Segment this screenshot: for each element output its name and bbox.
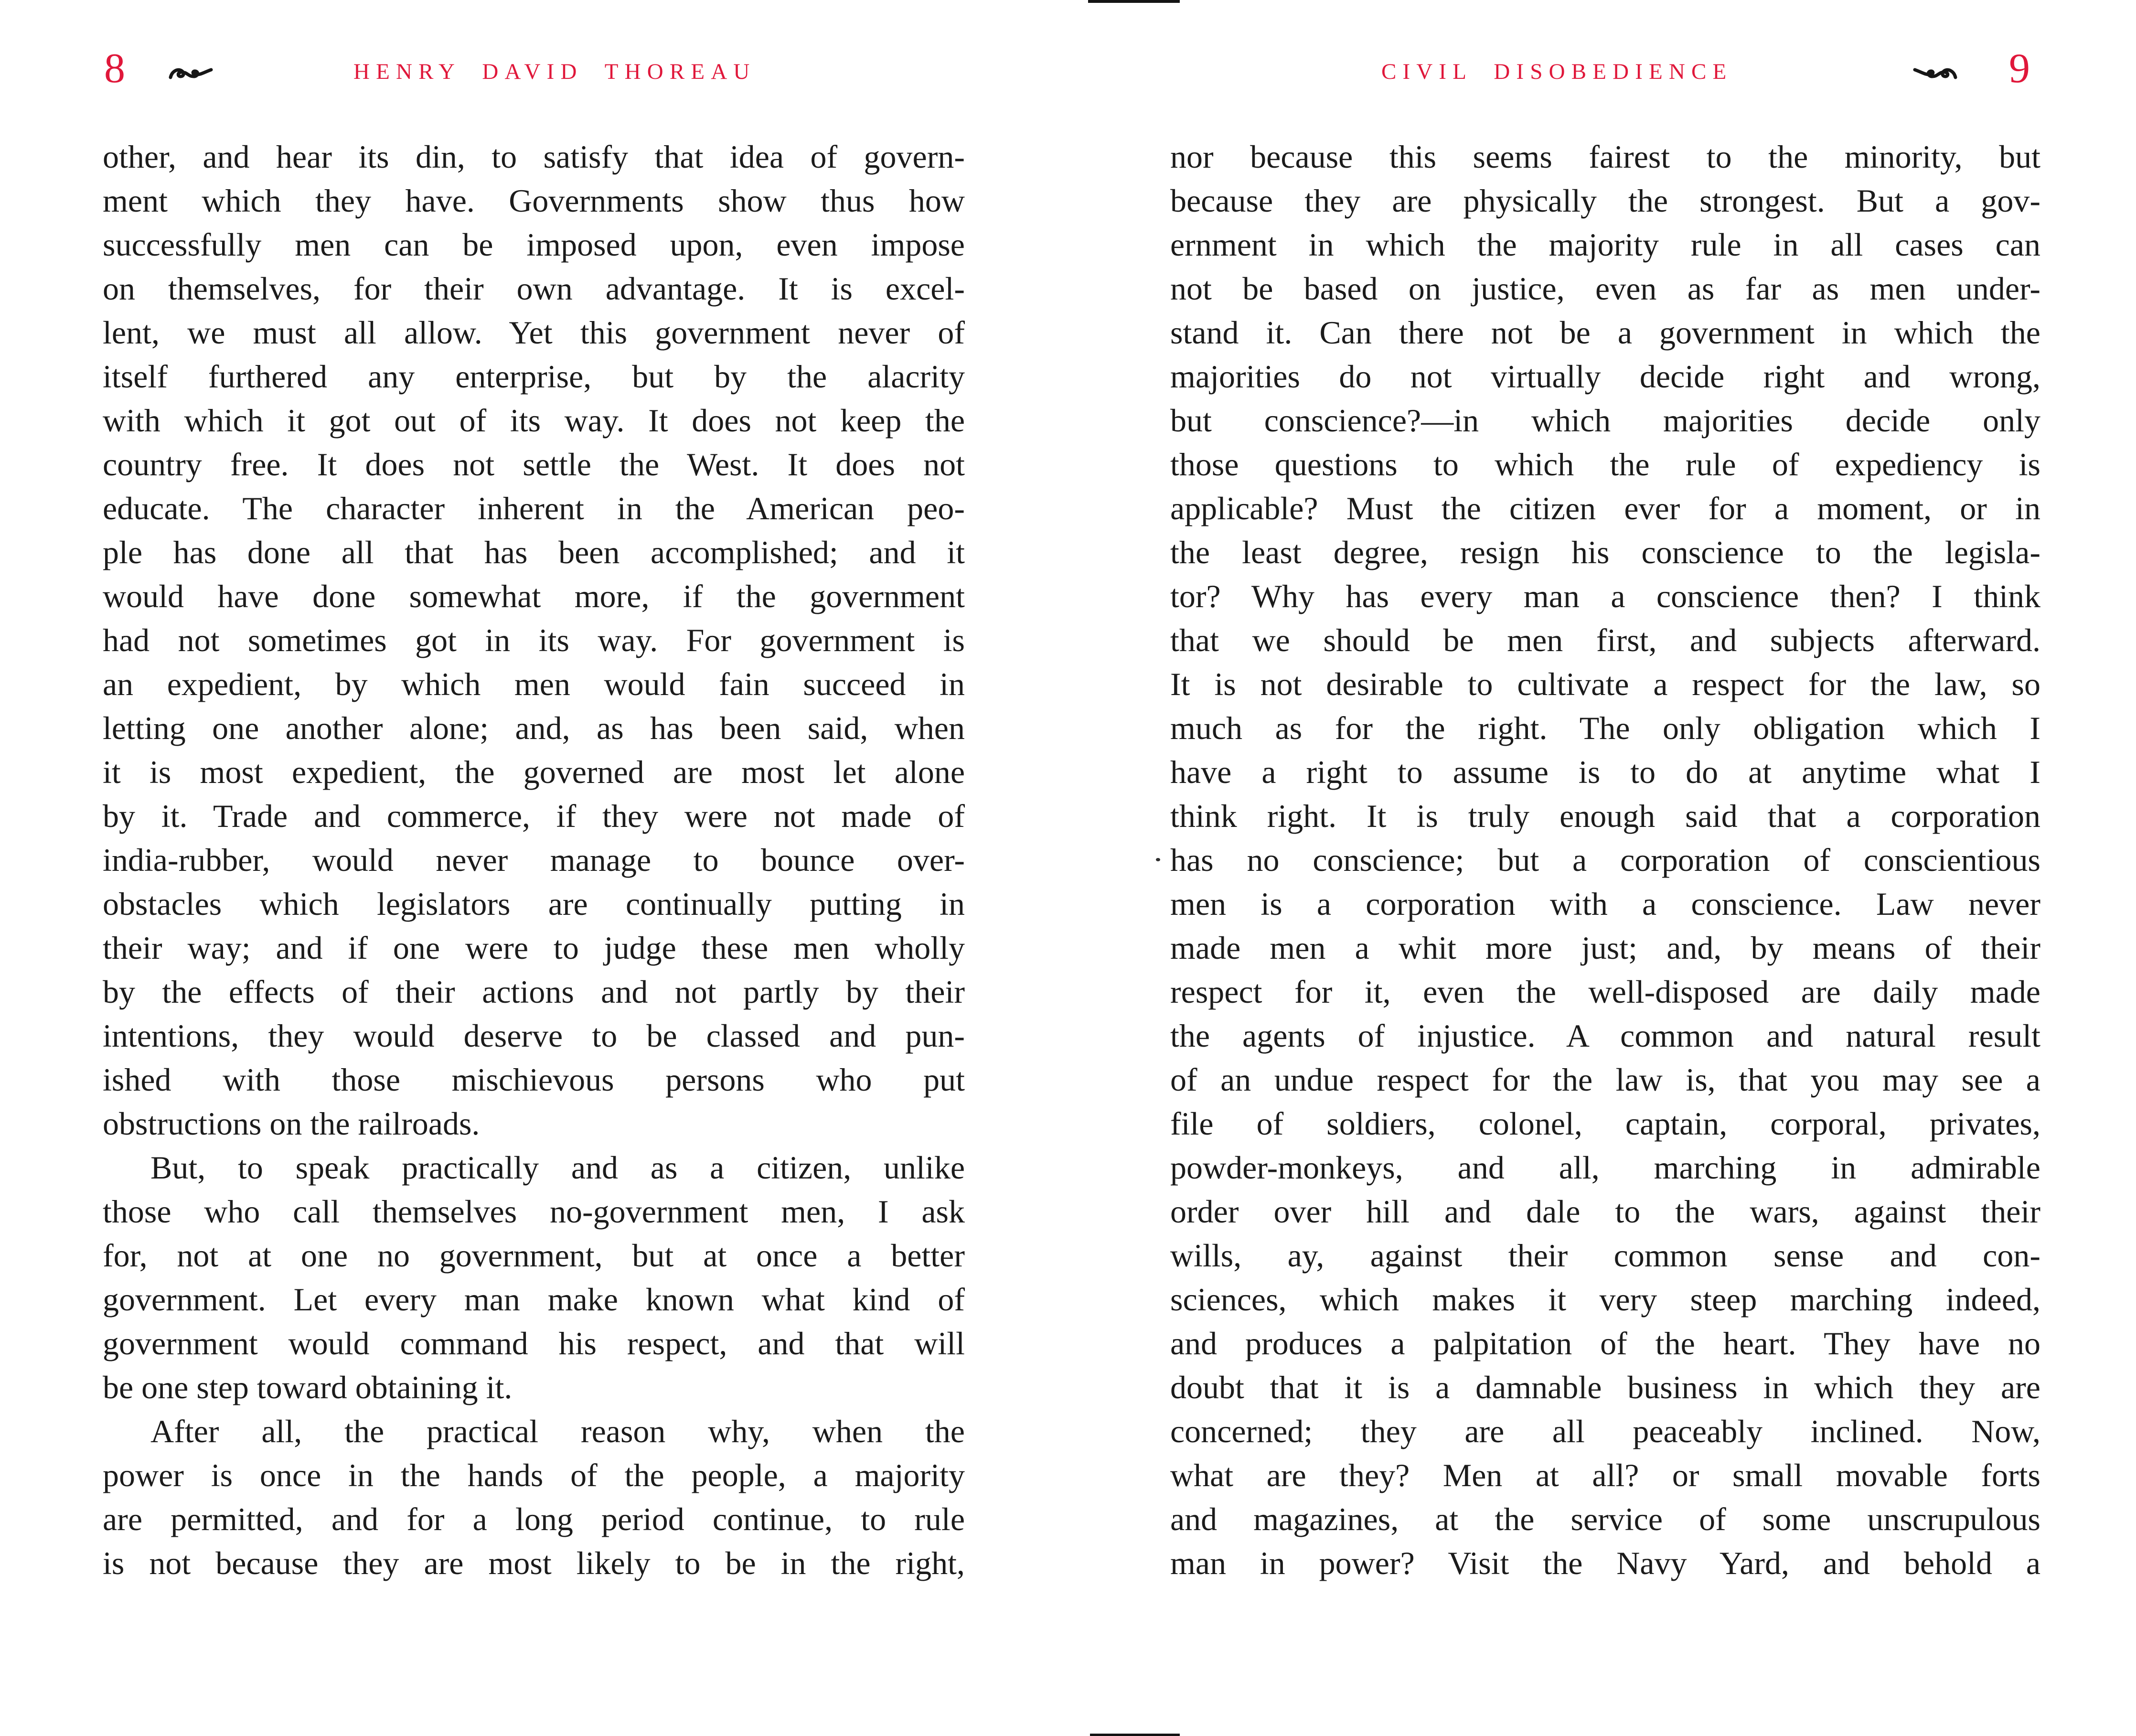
text-line: has no conscience; but a corporation of conscientious	[1170, 842, 2040, 878]
text-line: but conscience?—in which majorities decide only	[1170, 402, 2040, 439]
text-line: intentions, they would deserve to be classed and pun-	[103, 1018, 965, 1054]
text-line: lent, we must all allow. Yet this government never of	[103, 314, 965, 351]
text-line: and magazines, at the service of some unscrupulous	[1170, 1501, 2040, 1537]
text-line: power is once in the hands of the people, a majority	[103, 1457, 965, 1493]
text-line: an expedient, by which men would fain succeed in	[103, 666, 965, 702]
ink-artifact-dot	[1156, 858, 1160, 861]
ribbon-swash-ornament-icon	[168, 66, 214, 81]
text-line: doubt that it is a damnable business in which they are	[1170, 1369, 2040, 1405]
printer-gutter-mark-top	[1088, 0, 1180, 3]
text-line: obstructions on the railroads.	[103, 1105, 480, 1142]
text-line: applicable? Must the citizen ever for a moment, or in	[1170, 490, 2040, 526]
text-line: it is most expedient, the governed are most let alone	[103, 754, 965, 790]
text-line: be one step toward obtaining it.	[103, 1369, 513, 1405]
text-line: the agents of injustice. A common and natural result	[1170, 1018, 2040, 1054]
text-line: powder-monkeys, and all, marching in admirable	[1170, 1149, 2040, 1186]
text-line: sciences, which makes it very steep marching indeed,	[1170, 1281, 2040, 1318]
text-line: ment which they have. Governments show thus how	[103, 182, 965, 219]
text-line: order over hill and dale to the wars, against their	[1170, 1193, 2040, 1230]
text-line: letting one another alone; and, as has been said, when	[103, 710, 965, 746]
text-line: itself furthered any enterprise, but by the alacrity	[103, 358, 965, 395]
text-line: on themselves, for their own advantage. It is excel-	[103, 270, 965, 307]
text-line: After all, the practical reason why, when the	[150, 1413, 965, 1449]
text-line: those questions to which the rule of expediency is	[1170, 446, 2040, 482]
text-line: It is not desirable to cultivate a respect for the law, so	[1170, 666, 2040, 702]
text-line: other, and hear its din, to satisfy that idea of govern-	[103, 139, 965, 175]
text-line: man in power? Visit the Navy Yard, and behold a	[1170, 1545, 2040, 1581]
page-text-column-left	[103, 135, 965, 1585]
page-text-column-right	[1170, 135, 2040, 1585]
text-line: much as for the right. The only obligation which I	[1170, 710, 2040, 746]
text-line: majorities do not virtually decide right and wrong,	[1170, 358, 2040, 395]
text-line: country free. It does not settle the West. It does not	[103, 446, 965, 482]
text-line: concerned; they are all peaceably inclined. Now,	[1170, 1413, 2040, 1449]
text-line: the least degree, resign his conscience to the legisla-	[1170, 534, 2040, 570]
text-line: with which it got out of its way. It does not keep the	[103, 402, 965, 439]
text-line: obstacles which legislators are continually putting in	[103, 886, 965, 922]
text-line: ished with those mischievous persons who put	[103, 1061, 965, 1098]
text-line: for, not at one no government, but at once a better	[103, 1237, 965, 1274]
text-line: and produces a palpitation of the heart. They have no	[1170, 1325, 2040, 1361]
text-line: by it. Trade and commerce, if they were not made of	[103, 798, 965, 834]
text-line: educate. The character inherent in the American peo-	[103, 490, 965, 526]
text-line: have a right to assume is to do at anytime what I	[1170, 754, 2040, 790]
text-line: ple has done all that has been accomplished; and it	[103, 534, 965, 570]
text-line: those who call themselves no-government men, I ask	[103, 1193, 965, 1230]
text-line: ernment in which the majority rule in all cases can	[1170, 226, 2040, 263]
text-line: not be based on justice, even as far as men under-	[1170, 270, 2040, 307]
text-line: wills, ay, against their common sense and con-	[1170, 1237, 2040, 1274]
text-line: think right. It is truly enough said that a corporation	[1170, 798, 2040, 834]
text-line: government would command his respect, and that will	[103, 1325, 965, 1361]
text-line: is not because they are most likely to be in the right,	[103, 1545, 965, 1581]
text-line: successfully men can be imposed upon, even impose	[103, 226, 965, 263]
text-line: that we should be men first, and subjects afterward.	[1170, 622, 2040, 658]
page-number-left: 8	[104, 45, 125, 92]
text-line: tor? Why has every man a conscience then? I think	[1170, 578, 2040, 614]
text-line: nor because this seems fairest to the minority, but	[1170, 139, 2040, 175]
text-line: what are they? Men at all? or small movable forts	[1170, 1457, 2040, 1493]
running-head-author: HENRY DAVID THOREAU	[353, 59, 756, 84]
page-number-right: 9	[2009, 45, 2030, 92]
text-line: respect for it, even the well-disposed are daily made	[1170, 974, 2040, 1010]
text-line: because they are physically the strongest. But a gov-	[1170, 182, 2040, 219]
text-line: had not sometimes got in its way. For government is	[103, 622, 965, 658]
text-line: But, to speak practically and as a citizen, unlike	[150, 1149, 965, 1186]
text-line: file of soldiers, colonel, captain, corporal, privates,	[1170, 1105, 2040, 1142]
printer-gutter-mark-bottom	[1090, 1734, 1180, 1736]
text-line: by the effects of their actions and not partly by their	[103, 974, 965, 1010]
text-line: would have done somewhat more, if the government	[103, 578, 965, 614]
text-line: made men a whit more just; and, by means of their	[1170, 930, 2040, 966]
running-head-title: CIVIL DISOBEDIENCE	[1381, 59, 1733, 84]
text-line: are permitted, and for a long period continue, to rule	[103, 1501, 965, 1537]
text-line: india-rubber, would never manage to bounce over-	[103, 842, 965, 878]
text-line: stand it. Can there not be a government in which the	[1170, 314, 2040, 351]
text-line: government. Let every man make known what kind of	[103, 1281, 965, 1318]
text-line: their way; and if one were to judge these men wholly	[103, 930, 965, 966]
text-line: of an undue respect for the law is, that you may see a	[1170, 1061, 2040, 1098]
ribbon-swash-ornament-icon	[1912, 66, 1958, 81]
text-line: men is a corporation with a conscience. Law never	[1170, 886, 2040, 922]
